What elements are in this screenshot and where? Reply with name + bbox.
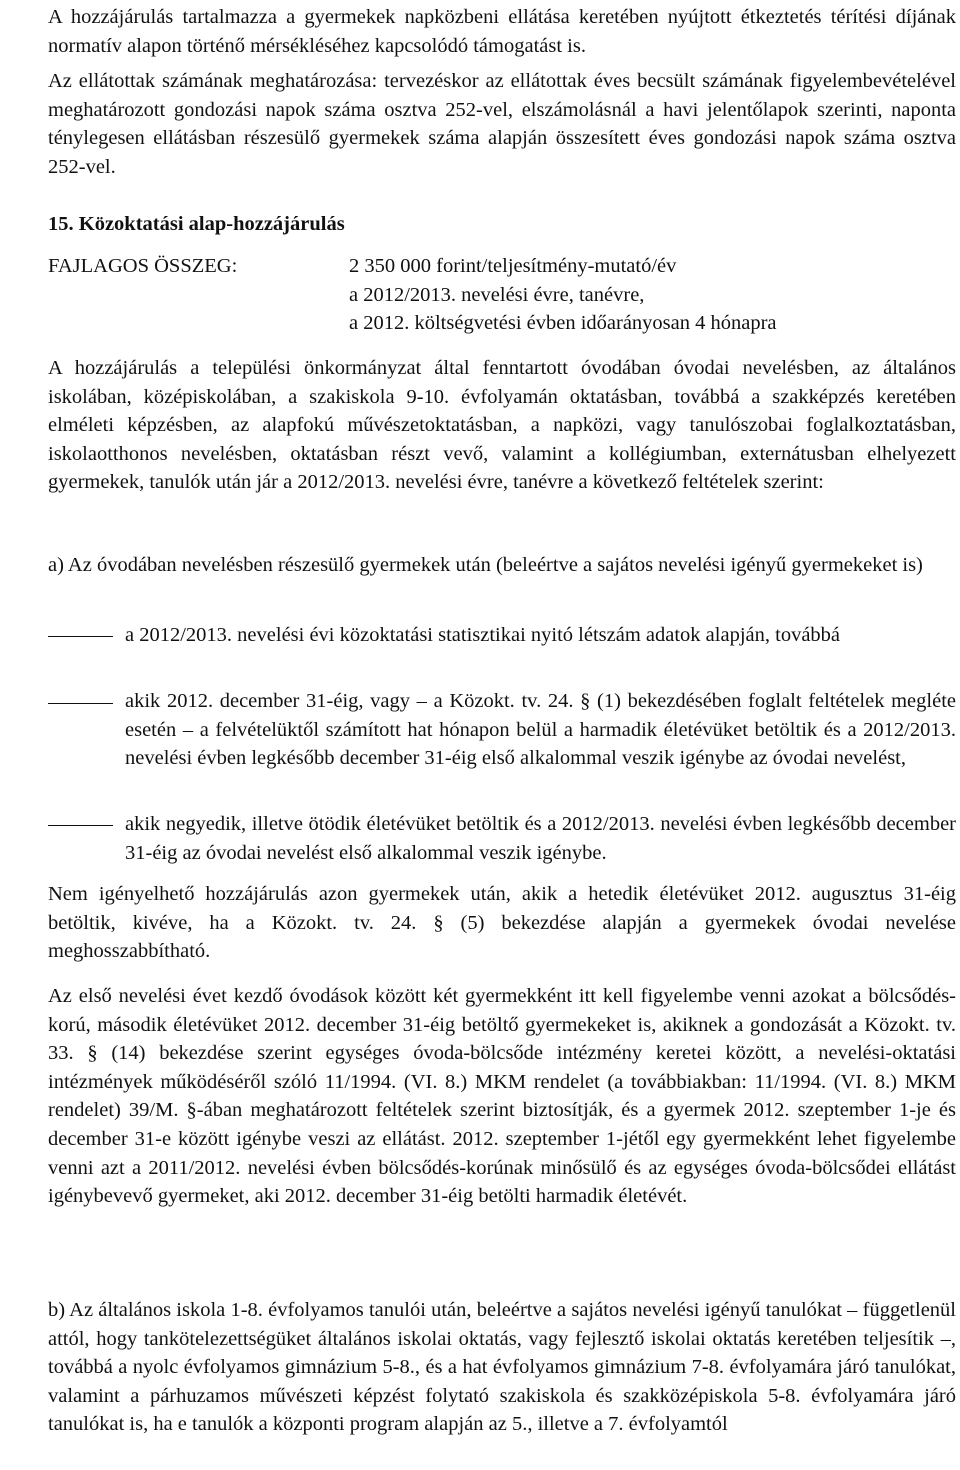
section-heading: 15. Közoktatási alap-hozzájárulás	[48, 213, 345, 235]
paragraph-point-b: b) Az általános iskola 1-8. évfolyamos tanulói után, beleértve a sajátos nevelési igényű tanulókat – függetlenül attól, hogy tankötelezettségüket általános iskolai oktatás, vagy fejlesztő iskolai oktatás keretében teljesítik –, továbbá a nyolc évfolyamos gimnázium 5-8., és a hat évfolyamos gimnázium 7-8. évfolyamára járó tanulókat, valamint a párhuzamos művészeti képzést folytató szakiskola és szakközépiskola 5-8. évfolyamára járó tanulókat is, ha e tanulók a központi program alapján az 5., illetve a 7. évfolyamtól	[48, 1299, 956, 1436]
amount-line: a 2012/2013. nevelési évre, tanévre,	[349, 283, 645, 306]
list-item: akik 2012. december 31-éig, vagy – a Közokt. tv. 24. § (1) bekezdésében foglalt feltételek megléte esetén – a felvételüktől számított hat hónapon belül a harmadik életévüket betöltik és a 2012/2013. nevelési évben legkésőbb december 31-éig első alkalommal veszik igénybe az óvodai nevelést,	[125, 690, 956, 770]
paragraph-support-note: A hozzájárulás tartalmazza a gyermekek napközbeni ellátása keretében nyújtott étkeztetés térítési díjának normatív alapon történő mérsékléséhez kapcsolódó támogatást is.	[48, 6, 956, 57]
paragraph-point-a: a) Az óvodában nevelésben részesülő gyermekek után (beleértve a sajátos nevelési igényű gyermekeket is)	[48, 554, 923, 576]
fixed-amount-label: FAJLAGOS ÖSSZEG:	[48, 255, 238, 277]
list-dash-icon	[48, 703, 113, 704]
paragraph-recipients-count: Az ellátottak számának meghatározása: tervezéskor az ellátottak éves becsült számának figyelembevételével meghatározott gondozási napok száma osztva 252-vel, elszámolásnál a havi jelentőlapok szerinti, naponta ténylegesen ellátásban részesülő gyermekek száma alapján összesített éves gondozási napok száma osztva 252-vel.	[48, 70, 956, 178]
amount-line: 2 350 000 forint/teljesítmény-mutató/év	[349, 255, 677, 277]
amount-line: a 2012. költségvetési évben időarányosan 4 hónapra	[349, 312, 777, 335]
list-item: akik negyedik, illetve ötödik életévüket betöltik és a 2012/2013. nevelési évben legkésőbb december 31-éig az óvodai nevelést első alkalommal veszik igénybe.	[125, 813, 956, 864]
list-dash-icon	[48, 825, 113, 826]
fixed-amount-values	[349, 252, 777, 338]
list-item: a 2012/2013. nevelési évi közoktatási statisztikai nyitó létszám adatok alapján, továbbá	[125, 624, 841, 646]
list-dash-icon	[48, 636, 113, 637]
paragraph-first-year: Az első nevelési évet kezdő óvodások között két gyermekként itt kell figyelembe venni azokat a bölcsődés-korú, második életévüket 2012. december 31-éig betöltő gyermekeket is, akiknek a gondozását a Közokt. tv. 33. § (14) bekezdése szerint egységes óvoda-bölcsőde intézmény keretei között, a nevelési-oktatási intézmények működéséről szóló 11/1994. (VI. 8.) MKM rendelet (a továbbiakban: 11/1994. (VI. 8.) MKM rendelet) 39/M. §-ában meghatározott feltételek szerint biztosítják, és a gyermek 2012. szeptember 1-je és december 31-e között igénybe veszi az ellátást. 2012. szeptember 1-jétől egy gyermekként lehet figyelembe venni azt a 2011/2012. nevelési évben bölcsődés-korúnak minősülő és az egységes óvoda-bölcsődei ellátást igénybevevő gyermeket, aki 2012. december 31-éig betölti harmadik életévét.	[48, 985, 956, 1208]
paragraph-eligibility: A hozzájárulás a települési önkormányzat által fenntartott óvodában óvodai nevelésben, az általános iskolában, középiskolában, a szakiskola 9-10. évfolyamán oktatásban, továbbá a szakképzés keretében elméleti képzésben, az alapfokú művészetoktatásban, a napközi, vagy tanulószobai foglalkoztatásban, iskolaotthonos nevelésben, oktatásban részt vevő, valamint a kollégiumban, externátusban elhelyezett gyermekek, tanulók után jár a 2012/2013. nevelési évre, tanévre a következő feltételek szerint:	[48, 357, 956, 494]
paragraph-not-eligible: Nem igényelhető hozzájárulás azon gyermekek után, akik a hetedik életévüket 2012. augusztus 31-éig betöltik, kivéve, ha a Közokt. tv. 24. § (5) bekezdése alapján a gyermekek óvodai nevelése meghosszabbítható.	[48, 883, 956, 963]
